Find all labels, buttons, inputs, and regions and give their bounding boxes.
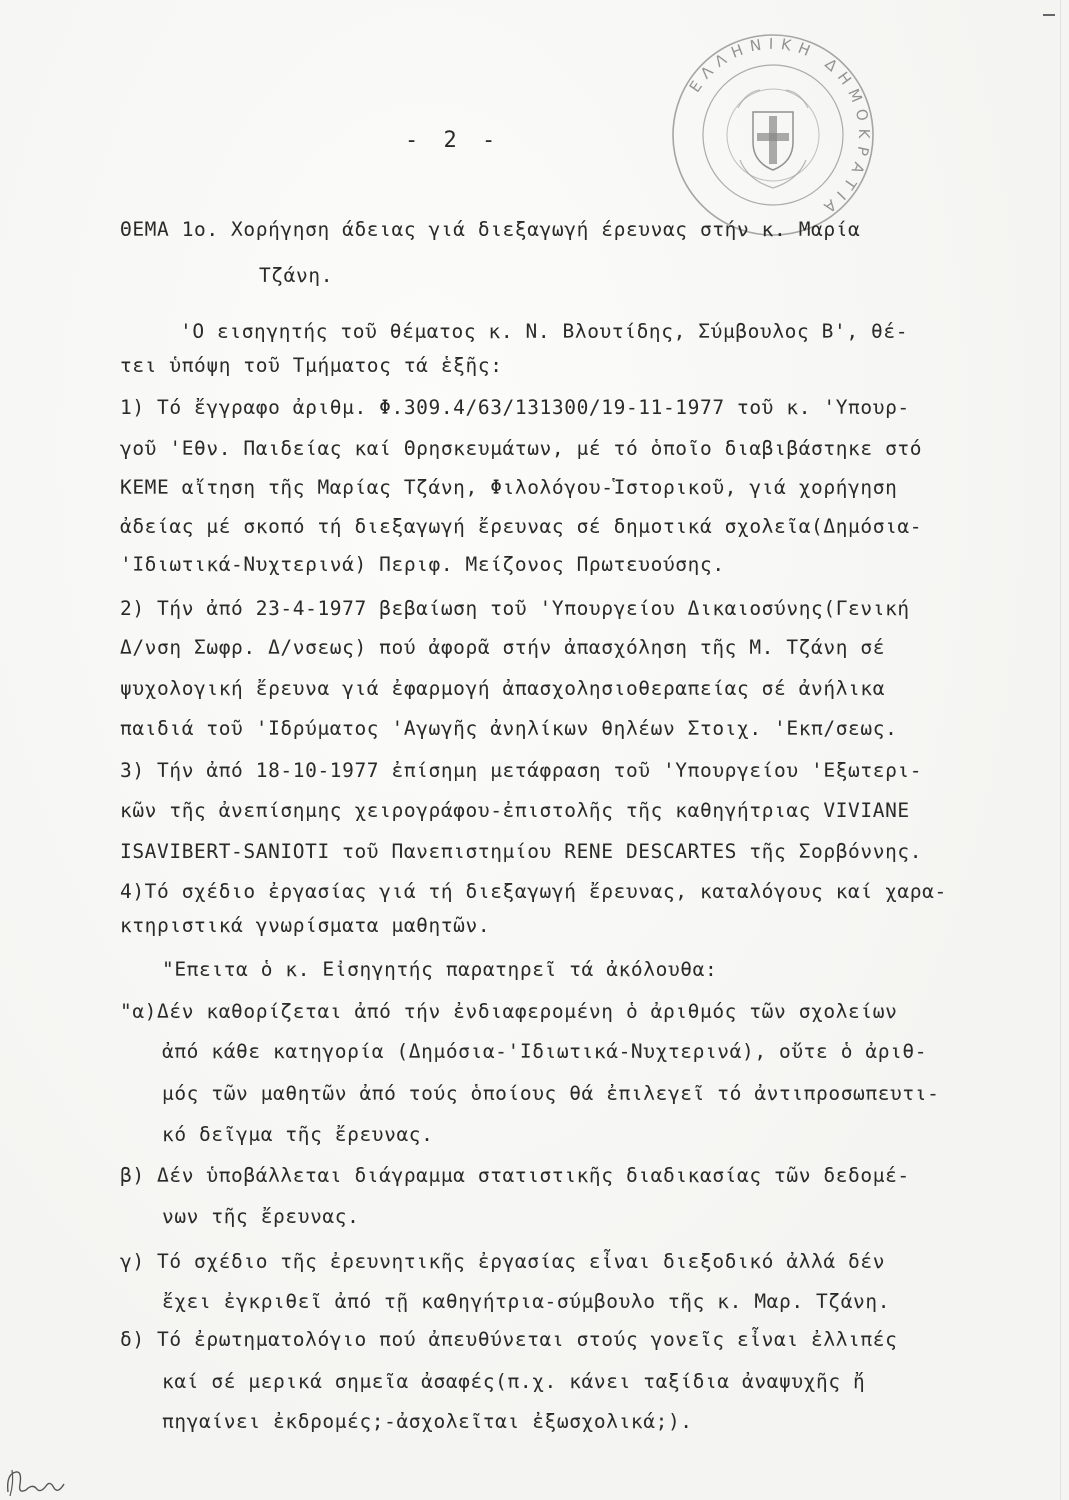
rapporteur-intro: 'Ο εισηγητής τοῦ θέματος κ. Ν. Βλουτίδης, Σύμβουλος Β', θέ- (180, 320, 909, 343)
observation-c: γ) Τό σχέδιο τῆς ἐρευνητικῆς ἐργασίας εἶναι διεξοδικό ἀλλά δέν (120, 1250, 886, 1273)
observation-d-line-2: καί σέ μερικά σημεῖα ἀσαφές(π.χ. κάνει ταξίδια ἀναψυχῆς ἤ (162, 1370, 866, 1393)
subject-heading: ΘΕΜΑ 1ο. Χορήγηση άδειας γιά διεξαγωγή έρευνας στήν κ. Μαρία (120, 218, 861, 241)
item-1-line-4: ἀδείας μέ σκοπό τή διεξαγωγή ἔρευνας σέ δημοτικά σχολεῖα(Δημόσια- (120, 515, 923, 538)
observations-intro: "Επειτα ὁ κ. Εἰσηγητής παρατηρεῖ τά ἀκόλουθα: (162, 958, 718, 981)
item-1-line-3: ΚΕΜΕ αἴτηση τῆς Μαρίας Τζάνη, Φιλολόγου-Ἱστορικοῦ, γιά χορήγηση (120, 476, 898, 499)
handwritten-initials (2, 1462, 72, 1500)
item-1: 1) Τό ἔγγραφο ἀριθμ. Φ.309.4/63/131300/19-11-1977 τοῦ κ. 'Υπουρ- (120, 396, 910, 419)
item-4: 4)Τό σχέδιο ἐργασίας γιά τή διεξαγωγή ἔρευνας, καταλόγους καί χαρα- (120, 880, 947, 903)
item-2-line-3: ψυχολογική ἔρευνα γιά ἐφαρμογή ἀπασχολησιοθεραπείας σέ ἀνήλικα (120, 677, 886, 700)
rapporteur-intro-continued: τει ὑπόψη τοῦ Τμήματος τά ἑξῆς: (120, 354, 503, 377)
observation-d: δ) Τό ἐρωτηματολόγιο πού ἀπευθύνεται στούς γονεῖς εἶναι ἐλλιπές (120, 1328, 898, 1351)
corner-mark (1043, 14, 1055, 16)
item-1-line-2: γοῦ 'Εθν. Παιδείας καί Θρησκευμάτων, μέ τό ὁποῖο διαβιβάστηκε στό (120, 437, 923, 460)
official-seal-stamp (668, 30, 878, 240)
item-2: 2) Τήν ἀπό 23-4-1977 βεβαίωση τοῦ 'Υπουργείου Δικαιοσύνης(Γενική (120, 597, 910, 620)
observation-d-line-3: πηγαίνει ἐκδρομές;-ἀσχολεῖται ἐξωσχολικά;). (162, 1410, 693, 1433)
observation-a-line-4: κό δεῖγμα τῆς ἔρευνας. (162, 1123, 434, 1146)
page-number: - 2 - (405, 128, 502, 153)
page-edge (1060, 0, 1061, 1500)
observation-b: β) Δέν ὑποβάλλεται διάγραμμα στατιστικῆς διαδικασίας τῶν δεδομέ- (120, 1164, 910, 1187)
item-3-line-3: ISAVIBERT-SANIOTI τοῦ Πανεπιστημίου RENE DESCARTES τῆς Σορβόννης. (120, 840, 923, 863)
observation-a-line-3: μός τῶν μαθητῶν ἀπό τούς ὁποίους θά ἐπιλεγεῖ τό ἀντιπροσωπευτι- (162, 1082, 940, 1105)
item-3-line-2: κῶν τῆς ἀνεπίσημης χειρογράφου-ἐπιστολῆς τῆς καθηγήτριας VIVIANE (120, 799, 910, 822)
item-4-line-2: κτηριστικά γνωρίσματα μαθητῶν. (120, 914, 491, 937)
observation-a-line-2: ἀπό κάθε κατηγορία (Δημόσια-'Ιδιωτικά-Νυχτερινά), οὔτε ὁ ἀριθ- (162, 1040, 928, 1063)
observation-c-line-2: ἔχει ἐγκριθεῖ ἀπό τῇ καθηγήτρια-σύμβουλο τῆς κ. Μαρ. Τζάνη. (162, 1290, 891, 1313)
item-2-line-4: παιδιά τοῦ 'Ιδρύματος 'Αγωγῆς ἀνηλίκων θηλέων Στοιχ. 'Εκπ/σεως. (120, 717, 898, 740)
svg-text:ΕΛΛΗΝΙΚΗ ΔΗΜΟΚΡΑΤΙΑ: ΕΛΛΗΝΙΚΗ ΔΗΜΟΚΡΑΤΙΑ (685, 34, 874, 221)
observation-b-line-2: νων τῆς ἔρευνας. (162, 1205, 360, 1228)
observation-a: "α)Δέν καθορίζεται ἀπό τήν ἐνδιαφερομένη ὁ ἀριθμός τῶν σχολείων (120, 1000, 898, 1023)
item-2-line-2: Δ/νση Σωφρ. Δ/νσεως) πού ἀφορᾶ στήν ἀπασχόληση τῆς Μ. Τζάνη σέ (120, 636, 886, 659)
item-1-line-5: 'Ιδιωτικά-Νυχτερινά) Περιφ. Μείζονος Πρωτευούσης. (120, 553, 725, 576)
item-3: 3) Τήν ἀπό 18-10-1977 ἐπίσημη μετάφραση τοῦ 'Υπουργείου 'Εξωτερι- (120, 759, 923, 782)
subject-heading-continued: Τζάνη. (259, 264, 334, 287)
